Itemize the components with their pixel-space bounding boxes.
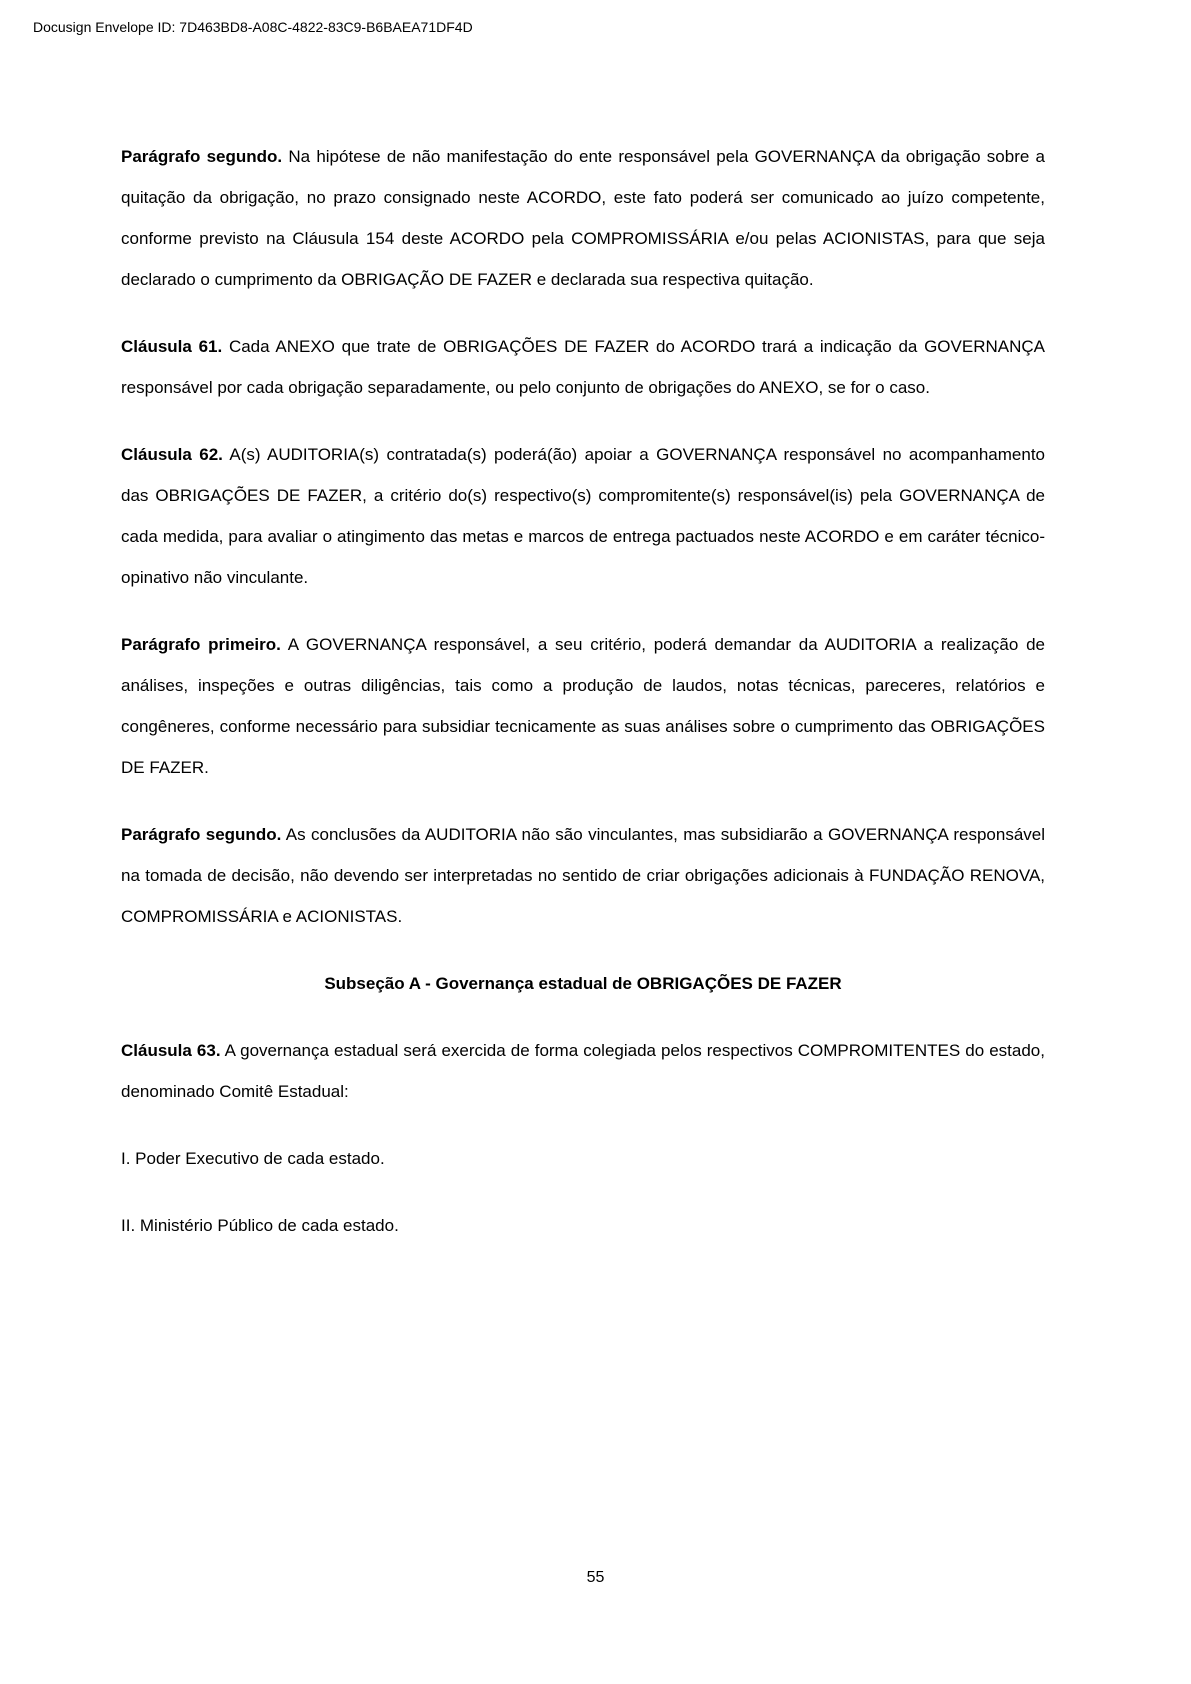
list-item-2: II. Ministério Público de cada estado.	[121, 1216, 399, 1235]
paragraph-lead: Parágrafo segundo.	[121, 147, 283, 166]
paragraph-text: As conclusões da AUDITORIA não são vinculantes, mas subsidiarão a GOVERNANÇA responsável na tomada de decisão, não devendo ser interpretadas no sentido de criar obrigações adicionais à FUNDAÇÃO RENOVA, COMPROMISSÁRIA e ACIONISTAS.	[121, 825, 1045, 926]
docusign-envelope-id: Docusign Envelope ID: 7D463BD8-A08C-4822-83C9-B6BAEA71DF4D	[33, 19, 473, 35]
paragraph-clausula-63	[121, 1030, 1045, 1112]
paragraph-text: Na hipótese de não manifestação do ente responsável pela GOVERNANÇA da obrigação sobre a quitação da obrigação, no prazo consignado neste ACORDO, este fato poderá ser comunicado ao juízo competente, conforme previsto na Cláusula 154 deste ACORDO pela COMPROMISSÁRIA e/ou pelas ACIONISTAS, para que seja declarado o cumprimento da OBRIGAÇÃO DE FAZER e declarada sua respectiva quitação.	[121, 147, 1045, 289]
paragraph-paragrafo-primeiro	[121, 624, 1045, 788]
paragraph-lead: Cláusula 62.	[121, 445, 223, 464]
paragraph-lead: Parágrafo primeiro.	[121, 635, 281, 654]
paragraph-text: A(s) AUDITORIA(s) contratada(s) poderá(ão) apoiar a GOVERNANÇA responsável no acompanhamento das OBRIGAÇÕES DE FAZER, a critério do(s) respectivo(s) compromitente(s) responsável(is) pela GOVERNANÇA de cada medida, para avaliar o atingimento das metas e marcos de entrega pactuados neste ACORDO e em caráter técnico-opinativo não vinculante.	[121, 445, 1045, 587]
paragraph-paragrafo-segundo-2	[121, 814, 1045, 937]
document-body	[121, 136, 1045, 1272]
paragraph-text: Cada ANEXO que trate de OBRIGAÇÕES DE FAZER do ACORDO trará a indicação da GOVERNANÇA responsável por cada obrigação separadamente, ou pelo conjunto de obrigações do ANEXO, se for o caso.	[121, 337, 1045, 397]
paragraph-clausula-62	[121, 434, 1045, 598]
paragraph-paragrafo-segundo-1	[121, 136, 1045, 300]
paragraph-lead: Cláusula 63.	[121, 1041, 221, 1060]
paragraph-text: A governança estadual será exercida de forma colegiada pelos respectivos COMPROMITENTES do estado, denominado Comitê Estadual:	[121, 1041, 1045, 1101]
paragraph-clausula-61	[121, 326, 1045, 408]
list-item-1: I. Poder Executivo de cada estado.	[121, 1149, 385, 1168]
paragraph-lead: Cláusula 61.	[121, 337, 223, 356]
paragraph-text: A GOVERNANÇA responsável, a seu critério, poderá demandar da AUDITORIA a realização de análises, inspeções e outras diligências, tais como a produção de laudos, notas técnicas, pareceres, relatórios e congêneres, conforme necessário para subsidiar tecnicamente as suas análises sobre o cumprimento das OBRIGAÇÕES DE FAZER.	[121, 635, 1045, 777]
page-number: 55	[586, 1569, 605, 1586]
section-heading-subsecao-a: Subseção A - Governança estadual de OBRIGAÇÕES DE FAZER	[324, 974, 842, 993]
paragraph-lead: Parágrafo segundo.	[121, 825, 282, 844]
